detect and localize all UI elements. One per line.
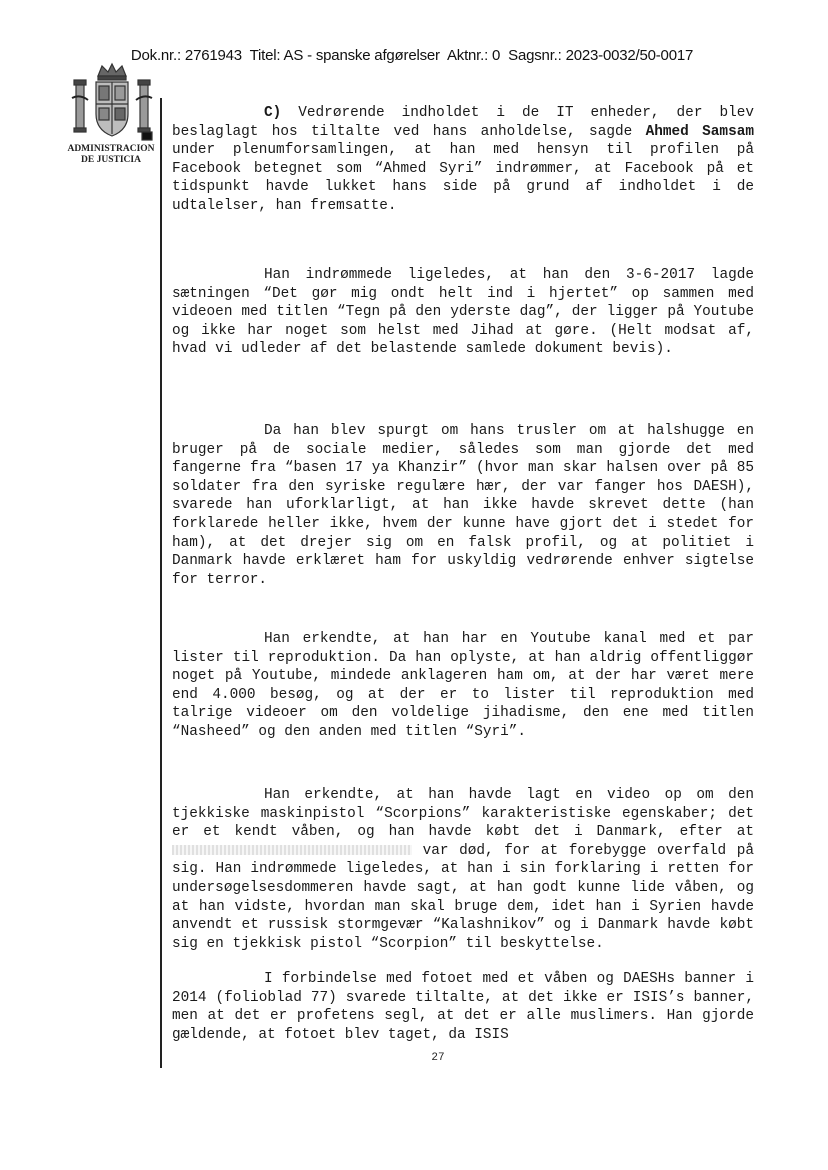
paragraph-5-text-a: Han erkendte, at han havde lagt en video op om den tjekkiske maskinpistol “Scorpions” karakteristiske egenskaber; det er et kendt våben, og han havde købt det i Danmark, efter at <box>172 787 754 841</box>
defendant-name: Ahmed Samsam <box>645 123 754 140</box>
redaction-mark <box>172 845 412 855</box>
paragraph-5 <box>172 786 754 953</box>
page-number: 27 <box>431 1052 445 1064</box>
paragraph-c-text-a: Vedrørende indholdet i de IT enheder, der blev beslaglagt hos tiltalte ved hans anholdelse, sagde <box>172 105 754 140</box>
paragraph-2 <box>172 266 754 359</box>
paragraph-6-text: I forbindelse med fotoet med et våben og DAESHs banner i 2014 (folioblad 77) svarede tiltalte, at det ikke er ISIS’s banner, men at det er profetens segl, at det er alle muslimers. Han gjorde gældende, at fotoet blev taget, da ISIS <box>172 971 754 1043</box>
paragraph-c-text-b: under plenumforsamlingen, at han med hensyn til profilen på Facebook betegnet som “Ahmed Syri” indrømmer, at Facebook på et tidspunkt havde lukket hans side på grund af indholdet i de udtalelser, han fremsatte. <box>172 142 754 214</box>
paragraph-3 <box>172 422 754 589</box>
margin-rule <box>160 98 162 1068</box>
crest-caption-line1: ADMINISTRACION <box>67 144 155 154</box>
header-sags-nr: Sagsnr.: 2023-0032/50-0017 <box>508 47 694 64</box>
paragraph-2-text: Han indrømmede ligeledes, at han den 3-6-2017 lagde sætningen “Det gør mig ondt helt ind i hjertet” op sammen med videoen med titlen “Tegn på den yderste dag”, der ligger på Youtube og ikke har noget som helst med Jihad at gøre. (Helt modsat af, hvad vi udleder af det belastende samlede dokument bevis). <box>172 267 754 358</box>
header-akt-nr: Aktnr.: 0 <box>446 47 501 64</box>
paragraph-3-text: Da han blev spurgt om hans trusler om at halshugge en bruger på de sociale medier, således som man gjorde det med fangerne fra “basen 17 ya Khanzir” (hvor man skar halsen over på 85 soldater fra den syriske regulære hær, der var fanger hos DAESH), svarede han uforklarligt, at han ikke havde skrevet dette (han forklarede heller ikke, hvem der kunne have gjort det i stedet for ham), at det drejer sig om en falsk profil, og at politiet i Danmark havde erklæret ham for uskyldig vedrørende enhver sigtelse for terror. <box>172 423 754 588</box>
paragraph-5-text-b: var død, for at forebygge overfald på sig. Han indrømmede ligeledes, at han i sin forklaring i retten for undersøgelsesdommeren havde sagt, at han godt kunne lide våben, og at han vidste, hvordan man skal bruge dem, idet han i Syrien havde anvendt et russisk stormgevær “Kalashnikov” og i Danmark havde købt sig en tjekkisk pistol “Scorpion” til beskyttelse. <box>172 842 755 952</box>
section-marker: C) <box>264 105 282 121</box>
paragraph-4-text: Han erkendte, at han har en Youtube kanal med et par lister til reproduktion. Da han oplyste, at han aldrig offentliggør noget på Youtube, mindede anklageren ham om, at der har været mere end 4.000 besøg, og at der er to lister til reproduktion med talrige videoer om den voldelige jihadisme, den ene med titlen “Nasheed” og den anden med titlen “Syri”. <box>172 631 754 740</box>
coat-of-arms-icon <box>68 62 156 144</box>
crest-caption <box>58 144 164 166</box>
crest-caption-line2: DE JUSTICIA <box>81 155 141 165</box>
paragraph-c <box>172 104 754 216</box>
paragraph-4 <box>172 630 754 742</box>
header-title: Titel: AS - spanske afgørelser <box>249 47 440 64</box>
header-doc-nr: Dok.nr.: 2761943 <box>130 47 242 64</box>
paragraph-6 <box>172 970 754 1044</box>
